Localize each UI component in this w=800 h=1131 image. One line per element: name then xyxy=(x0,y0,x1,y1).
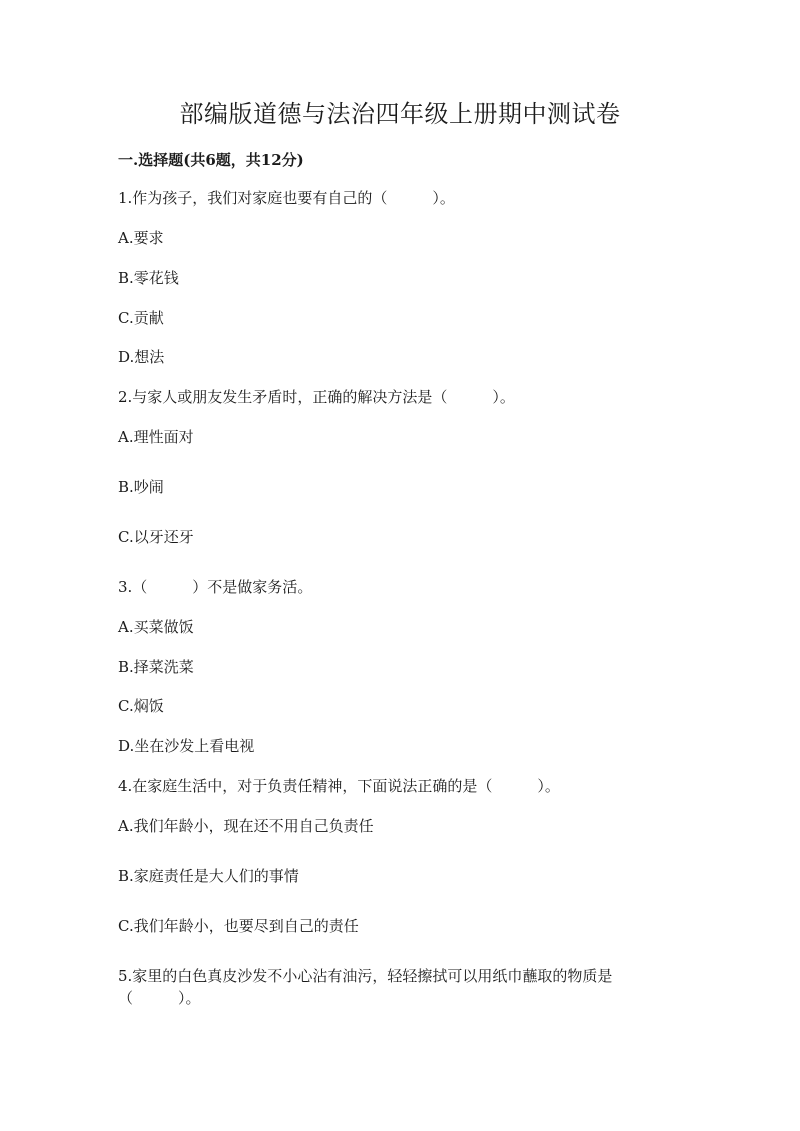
question-3-option-c: C.焖饭 xyxy=(118,697,164,715)
question-5-stem-line-1: 5.家里的白色真皮沙发不小心沾有油污，轻轻擦拭可以用纸巾蘸取的物质是 xyxy=(118,967,613,985)
question-3-stem: 3.（ ）不是做家务活。 xyxy=(118,578,313,596)
question-2-option-c: C.以牙还牙 xyxy=(118,528,194,546)
question-3-option-d: D.坐在沙发上看电视 xyxy=(118,737,255,755)
question-1-stem: 1.作为孩子，我们对家庭也要有自己的（ ）。 xyxy=(118,189,455,207)
question-4-stem: 4.在家庭生活中，对于负责任精神，下面说法正确的是（ ）。 xyxy=(118,777,560,795)
question-2-option-a: A.理性面对 xyxy=(118,428,194,446)
question-3-option-a: A.买菜做饭 xyxy=(118,618,194,636)
question-5-stem-line-2: （ ）。 xyxy=(118,989,201,1007)
question-3-option-b: B.择菜洗菜 xyxy=(118,658,194,676)
question-1-option-a: A.要求 xyxy=(118,229,164,247)
question-4-option-c: C.我们年龄小，也要尽到自己的责任 xyxy=(118,917,359,935)
section-heading: 一.选择题(共6题，共12分) xyxy=(118,151,304,169)
page-title: 部编版道德与法治四年级上册期中测试卷 xyxy=(179,100,621,128)
question-2-stem: 2.与家人或朋友发生矛盾时，正确的解决方法是（ ）。 xyxy=(118,388,515,406)
question-2-option-b: B.吵闹 xyxy=(118,478,164,496)
question-1-option-b: B.零花钱 xyxy=(118,269,179,287)
question-1-option-c: C.贡献 xyxy=(118,309,164,327)
question-4-option-b: B.家庭责任是大人们的事情 xyxy=(118,867,299,885)
question-1-option-d: D.想法 xyxy=(118,348,165,366)
question-4-option-a: A.我们年龄小，现在还不用自己负责任 xyxy=(118,817,374,835)
